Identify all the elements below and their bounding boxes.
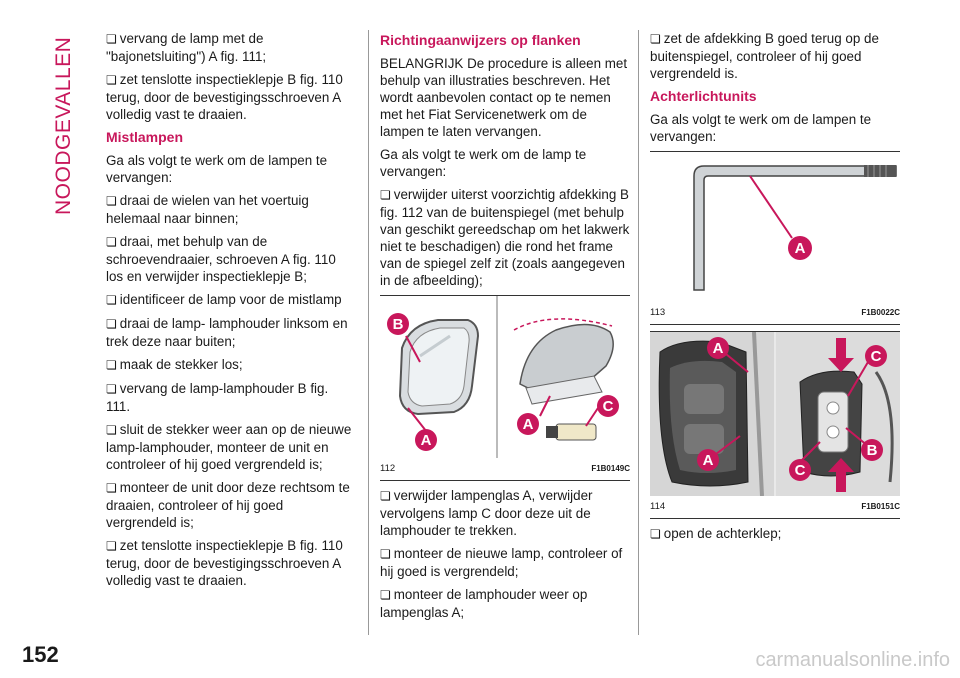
figure-number: 112: [380, 463, 396, 474]
step-text: ❏ maak de stekker los;: [106, 356, 354, 374]
step-text: ❏ vervang de lamp met de "bajonetsluiting") A fig. 111;: [106, 30, 354, 65]
figure-caption: [380, 458, 630, 481]
marker-a-label: A: [522, 416, 534, 433]
marker-c-label: C: [870, 348, 882, 365]
column-divider: [368, 30, 369, 635]
important-note: BELANGRIJK De procedure is alleen met behulp van illustraties beschreven. Het wordt aanbevolen contact op te nemen met het Fiat Servicenetwerk om de lampen te laten vervangen.: [380, 56, 628, 139]
section-heading-achterlichtunits: Achterlichtunits: [650, 88, 757, 104]
figure-number: 113: [650, 307, 666, 318]
step-text: ❏ zet de afdekking B goed terug op de buitenspiegel, controleer of hij goed vergrendeld is.: [650, 30, 900, 82]
intro-text: Ga als volgt te werk om de lampen te vervangen:: [106, 153, 328, 185]
page-number: 152: [22, 642, 59, 667]
step-text: ❏ sluit de stekker weer aan op de nieuwe lamp-lamphouder, monteer de unit en controleer of hij goed vergrendeld is;: [106, 421, 354, 473]
step-text: ❏ monteer de nieuwe lamp, controleer of hij goed is vergrendeld;: [380, 545, 630, 580]
marker-c-label: C: [602, 398, 614, 415]
marker-b-label: B: [392, 316, 404, 333]
section-heading-richtingaanwijzers: Richtingaanwijzers op flanken: [380, 32, 581, 48]
figure-code: F1B0149C: [591, 464, 630, 473]
step-text: ❏ vervang de lamp-lamphouder B fig. 111.: [106, 380, 354, 415]
section-heading-mistlampen: Mistlampen: [106, 129, 184, 145]
figure-112: [380, 295, 630, 481]
marker-c-label: C: [794, 462, 806, 479]
marker-a-label: A: [794, 240, 806, 257]
intro-text: Ga als volgt te werk om de lampen te vervangen:: [650, 112, 872, 144]
marker-b-label: B: [866, 442, 878, 459]
figure-caption: [650, 302, 900, 325]
figure-code: F1B0151C: [861, 502, 900, 511]
step-text: ❏ monteer de lamphouder weer op lampenglas A;: [380, 586, 630, 621]
marker-a-label: A: [420, 432, 432, 449]
step-text: ❏ draai, met behulp van de schroevendraaier, schroeven A fig. 110 los en verwijder inspectieklepje B;: [106, 233, 354, 285]
step-text: ❏ monteer de unit door deze rechtsom te draaien, controleer of hij goed vergrendeld is;: [106, 479, 354, 531]
step-text: ❏ verwijder uiterst voorzichtig afdekking B fig. 112 van de buitenspiegel (met behulp van geschikt gereedschap om het lakwerk niet te beschadigen) die rond het frame van de spiegel zelf zit (zoals aangegeven in de afbeelding);: [380, 186, 630, 289]
step-text: ❏ zet tenslotte inspectieklepje B fig. 110 terug, door de bevestigingsschroeven A volledig vast te draaien.: [106, 537, 354, 589]
figure-code: F1B0022C: [861, 308, 900, 317]
column-2: [380, 30, 630, 627]
figure-number: 114: [650, 501, 666, 512]
step-text: ❏ open de achterklep;: [650, 525, 900, 543]
intro-text: Ga als volgt te werk om de lamp te vervangen:: [380, 147, 587, 179]
mirror-illustration: [380, 296, 630, 458]
figure-caption: [650, 496, 900, 519]
step-text: ❏ draai de lamp- lamphouder linksom en trek deze naar buiten;: [106, 315, 354, 350]
column-3: [650, 30, 900, 549]
step-text: ❏ zet tenslotte inspectieklepje B fig. 110 terug, door de bevestigingsschroeven A volledig vast te draaien.: [106, 71, 354, 123]
marker-a-label: A: [712, 340, 724, 357]
step-text: ❏ verwijder lampenglas A, verwijder vervolgens lamp C door deze uit de lamphouder te trekken.: [380, 487, 630, 539]
marker-a-label: A: [702, 452, 714, 469]
step-text: ❏ identificeer de lamp voor de mistlamp: [106, 291, 354, 309]
wrench-illustration: [650, 152, 900, 302]
step-text: ❏ draai de wielen van het voertuig helemaal naar binnen;: [106, 192, 354, 227]
watermark: carmanualsonline.info: [755, 649, 950, 671]
column-1: [106, 30, 354, 595]
figure-114: [650, 331, 900, 519]
taillight-illustration: [650, 332, 900, 496]
side-title: NOODGEVALLEN: [52, 36, 75, 215]
figure-113: [650, 151, 900, 325]
column-divider: [638, 30, 639, 635]
